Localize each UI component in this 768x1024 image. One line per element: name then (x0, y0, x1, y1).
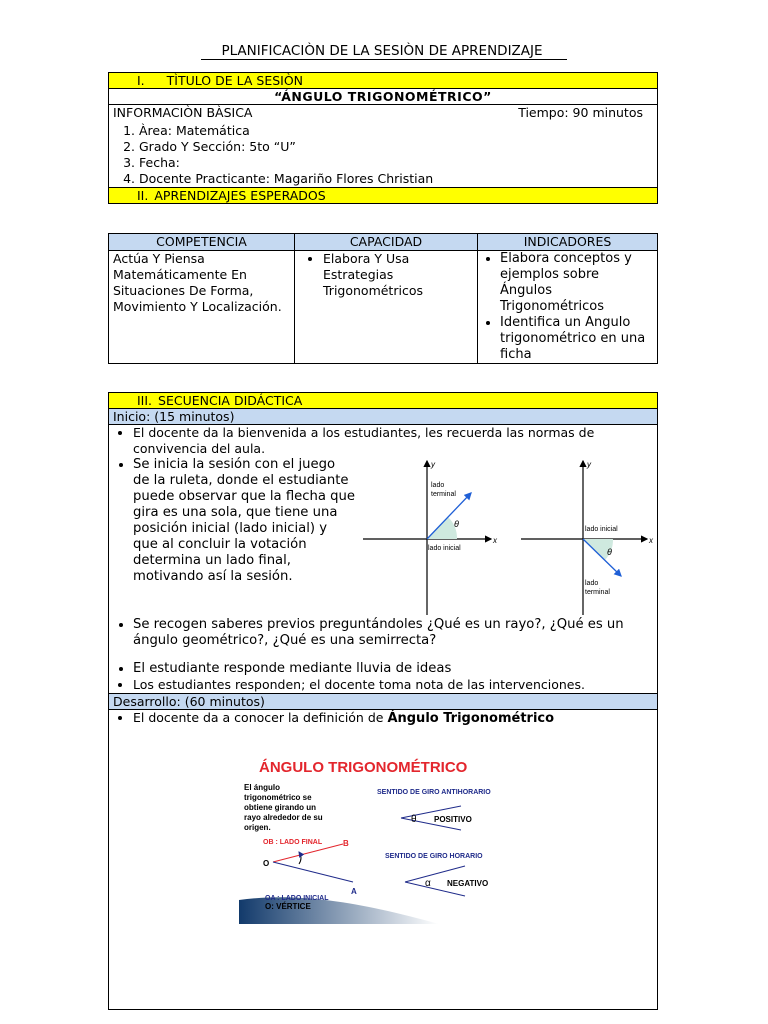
theta-symbol: θ (411, 814, 417, 825)
inicio-item: • El estudiante responde mediante lluvia de ideas (133, 661, 663, 677)
desarrollo-item: • El docente da a conocer la definición de Ángulo Trigonométrico (133, 710, 653, 727)
negativo-label: NEGATIVO (447, 879, 489, 888)
col-header-competencia: COMPETENCIA (109, 234, 295, 251)
col-header-capacidad: CAPACIDAD (295, 234, 478, 251)
terminal-label: terminal (431, 491, 456, 498)
point-a-label: A (351, 887, 357, 896)
lado-inicial-label: OA : LADO INICIAL (265, 895, 329, 902)
desarrollo-content (109, 710, 658, 1010)
angle-diagram-negative (517, 457, 657, 617)
page-title: PLANIFICACIÒN DE LA SESIÒN DE APRENDIZAJE (0, 43, 768, 59)
capacidad-item: • Elabora Y Usa Estrategias Trigonométricos (323, 251, 473, 299)
initial-label: lado inicial (428, 545, 461, 552)
definition-heading: ÁNGULO TRIGONOMÉTRICO (259, 759, 468, 776)
theta-label: θ (454, 519, 459, 529)
section-3-header: III. SECUENCIA DIDÁCTICA (109, 393, 658, 409)
definition-line: rayo alrededor de su (244, 813, 323, 822)
angle-diagram-positive (359, 457, 509, 617)
definition-line: obtiene girando un (244, 803, 316, 812)
info-item: 4. Docente Practicante: Magariño Flores Christian (139, 171, 653, 187)
session-info-table (108, 72, 658, 204)
info-item: 3. Fecha: (139, 155, 653, 171)
terminal-label: lado (585, 580, 599, 587)
inicio-item: • Los estudiantes responden; el docente toma nota de las intervenciones. (133, 677, 663, 693)
point-o-label: O (263, 859, 270, 868)
session-time: Tiempo: 90 minutos (518, 105, 643, 120)
section-2-header: II. APRENDIZAJES ESPERADOS (109, 188, 658, 204)
sequence-table (108, 392, 658, 1010)
x-axis-label: x (493, 536, 497, 545)
capacidad-cell (295, 251, 478, 364)
horario-label: SENTIDO DE GIRO HORARIO (385, 853, 483, 860)
vertice-label: O: VÉRTICE (265, 902, 311, 911)
learning-table (108, 233, 658, 364)
lado-final-label: OB : LADO FINAL (263, 839, 323, 846)
y-axis-label: y (431, 460, 435, 469)
basic-info-label: INFORMACIÒN BÀSICA (113, 105, 253, 120)
y-axis-label: y (587, 460, 591, 469)
inicio-content (109, 425, 658, 694)
inicio-label: Inicio: (15 minutos) (109, 409, 658, 425)
definition-figure (239, 752, 519, 924)
definition-line: El ángulo (244, 783, 280, 792)
theta-label: θ (607, 547, 612, 557)
indicador-item: • Identifica un Angulo trigonométrico en una ficha (500, 315, 653, 363)
indicador-item: • Elabora conceptos y ejemplos sobre Ángulos Trigonométricos (500, 251, 653, 315)
terminal-label: terminal (585, 589, 610, 596)
indicadores-cell (478, 251, 658, 364)
desarrollo-label: Desarrollo: (60 minutos) (109, 694, 658, 710)
initial-label: lado inicial (585, 526, 618, 533)
inicio-item: • El docente da la bienvenida a los estudiantes, les recuerda las normas de convivencia del aula. (133, 425, 633, 457)
antihorario-label: SENTIDO DE GIRO ANTIHORARIO (377, 789, 491, 796)
section-1-header: I. TÌTULO DE LA SESIÒN (109, 73, 658, 89)
inicio-item: • Se inicia la sesión con el juego de la ruleta, donde el estudiante puede observar que la flecha que gira es una sola, que tiene una posición inicial (lado inicial) y que al concluir la votación determina un lado final, motivando así la sesión. (133, 457, 355, 585)
definition-line: origen. (244, 823, 271, 832)
info-item: 1. Àrea: Matemática (139, 123, 653, 139)
alpha-symbol: α (425, 878, 431, 889)
competencia-cell: Actúa Y Piensa Matemáticamente En Situaciones De Forma, Movimiento Y Localización. (109, 251, 295, 364)
info-item: 2. Grado Y Sección: 5to “U” (139, 139, 653, 155)
definition-line: trigonométrico se (244, 793, 312, 802)
point-b-label: B (343, 839, 349, 848)
inicio-item: • Se recogen saberes previos preguntándoles ¿Qué es un rayo?, ¿Qué es un ángulo geométrico?, ¿Qué es una semirrecta? (133, 617, 663, 649)
terminal-label: lado (431, 482, 445, 489)
x-axis-label: x (649, 536, 653, 545)
basic-info (109, 105, 658, 188)
session-title: “ÁNGULO TRIGONOMÉTRICO” (109, 89, 658, 105)
positivo-label: POSITIVO (434, 815, 472, 824)
col-header-indicadores: INDICADORES (478, 234, 658, 251)
